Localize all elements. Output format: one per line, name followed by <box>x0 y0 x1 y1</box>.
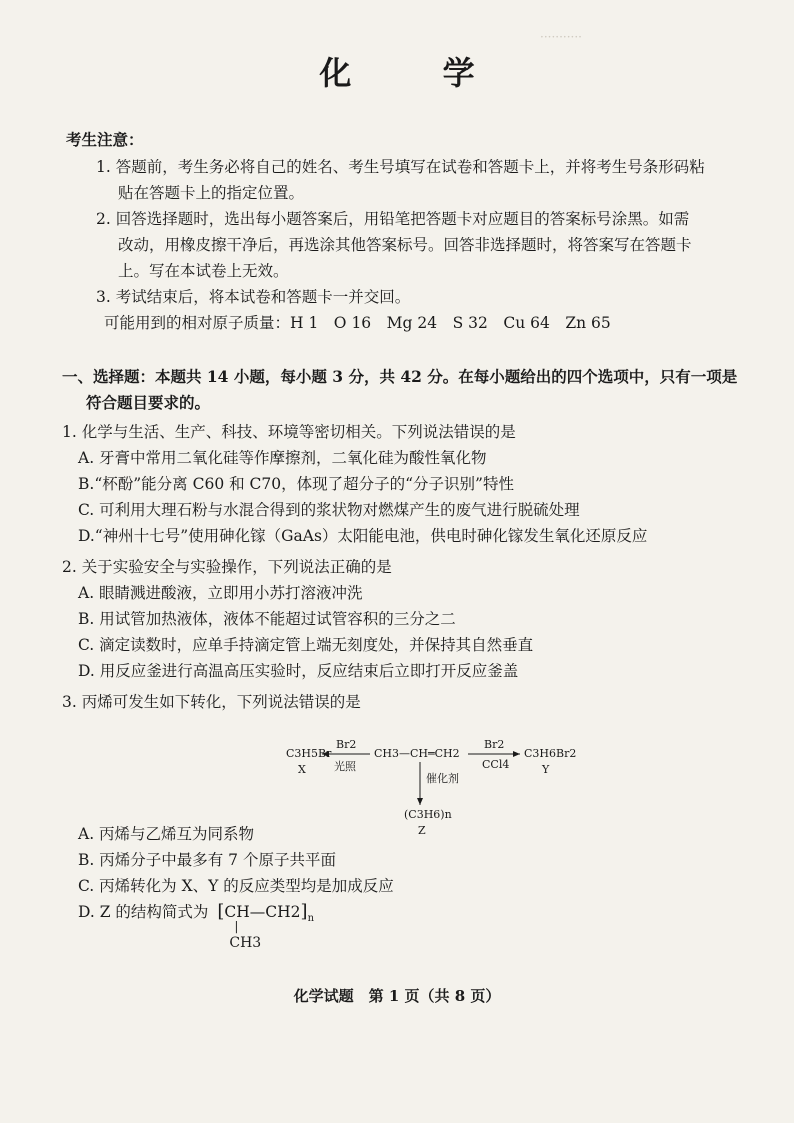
reaction-scheme <box>280 720 620 840</box>
condition-light: 光照 <box>334 760 356 773</box>
q1-option-c: C. 可利用大理石粉与水混合得到的浆状物对燃煤产生的废气进行脱硫处理 <box>78 501 580 519</box>
product-z-formula: (C3H6)n <box>404 808 452 821</box>
notice-heading: 考生注意： <box>66 130 144 149</box>
q2-option-a: A. 眼睛溅进酸液，立即用小苏打溶液冲洗 <box>78 584 363 602</box>
product-y-label: Y <box>542 763 550 776</box>
notice-item-1: 1. 答题前，考生务必将自己的姓名、考生号填写在试卷和答题卡上，并将考生号条形码粘 <box>96 158 705 176</box>
notice-item-2-cont: 改动，用橡皮擦干净后，再选涂其他答案标号。回答非选择题时，将答案写在答题卡 <box>118 236 692 254</box>
q2-option-b: B. 用试管加热液体，液体不能超过试管容积的三分之二 <box>78 610 456 628</box>
q3-option-d-text: D. Z 的结构简式为 <box>78 903 209 921</box>
polymer-bracket-left: [ <box>217 901 225 922</box>
q3-stem: 3. 丙烯可发生如下转化，下列说法错误的是 <box>62 693 361 711</box>
notice-item-2-cont2: 上。写在本试卷上无效。 <box>118 262 289 280</box>
arrow-down-head <box>417 798 423 805</box>
polymer-bracket-right: ] <box>300 901 308 922</box>
q3-option-d <box>78 900 315 951</box>
section-heading-cont: 符合题目要求的。 <box>86 393 211 412</box>
polymer-formula <box>217 901 315 951</box>
reagent-ccl4: CCl4 <box>482 758 510 771</box>
arrow-right-head <box>513 751 520 757</box>
q3-option-a: A. 丙烯与乙烯互为同系物 <box>78 825 255 843</box>
product-x-formula: C3H5Br <box>286 747 332 760</box>
section-heading: 一、选择题：本题共 14 小题，每小题 3 分，共 42 分。在每小题给出的四个选项中，只有一项是 <box>62 367 738 386</box>
notice-item-3: 3. 考试结束后，将本试卷和答题卡一并交回。 <box>96 288 411 306</box>
q1-option-a: A. 牙膏中常用二氧化硅等作摩擦剂，二氧化硅为酸性氧化物 <box>78 449 487 467</box>
q1-option-d: D.“神州十七号”使用砷化镓（GaAs）太阳能电池，供电时砷化镓发生氧化还原反应 <box>78 527 648 545</box>
q1-option-b: B.“杯酚”能分离 C60 和 C70，体现了超分子的“分子识别”特性 <box>78 475 514 493</box>
q3-option-b: B. 丙烯分子中最多有 7 个原子共平面 <box>78 851 336 869</box>
q1-stem: 1. 化学与生活、生产、科技、环境等密切相关。下列说法错误的是 <box>62 423 516 441</box>
catalyst-label: 催化剂 <box>426 772 459 785</box>
notice-item-1-cont: 贴在答题卡上的指定位置。 <box>118 184 305 202</box>
methyl-bond: | <box>234 919 239 933</box>
reagent-br2-left: Br2 <box>336 738 357 751</box>
methyl-group: CH3 <box>229 935 262 951</box>
notice-item-2: 2. 回答选择题时，选出每小题答案后，用铅笔把答题卡对应题目的答案标号涂黑。如需 <box>96 210 690 228</box>
bleed-through-text: ··········· <box>540 30 582 44</box>
product-z-label: Z <box>418 824 426 837</box>
q2-stem: 2. 关于实验安全与实验操作，下列说法正确的是 <box>62 558 392 576</box>
page-title: 化 学 <box>319 54 515 92</box>
page-footer: 化学试题 第 1 页（共 8 页） <box>293 987 501 1005</box>
atomic-masses: 可能用到的相对原子质量：H 1 O 16 Mg 24 S 32 Cu 64 Zn 65 <box>104 314 611 332</box>
propene-formula: CH3—CH═CH2 <box>374 747 460 760</box>
q2-option-c: C. 滴定读数时，应单手持滴定管上端无刻度处，并保持其自然垂直 <box>78 636 534 654</box>
polymer-repeat-unit: CH—CH2 <box>224 903 301 921</box>
q2-option-d: D. 用反应釜进行高温高压实验时，反应结束后立即打开反应釜盖 <box>78 662 519 680</box>
reagent-br2-right: Br2 <box>484 738 505 751</box>
polymer-subscript-n: n <box>307 913 315 925</box>
product-x-label: X <box>298 763 306 776</box>
q3-option-c: C. 丙烯转化为 X、Y 的反应类型均是加成反应 <box>78 877 394 895</box>
product-y-formula: C3H6Br2 <box>524 747 577 760</box>
